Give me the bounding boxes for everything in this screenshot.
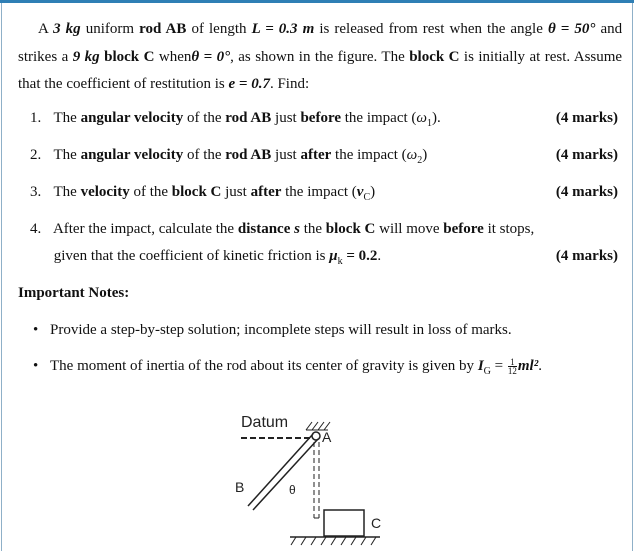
block-c — [324, 510, 364, 536]
question-4: 4. After the impact, calculate the distance s the block C will move before it stops, — [30, 221, 535, 237]
block-mass: 9 kg — [72, 48, 100, 65]
fraction-one-twelfth: $\frac{1}{12}$ — [507, 357, 517, 377]
notes-heading: Important Notes: — [18, 285, 130, 301]
marks-badge: (4 marks) — [555, 184, 618, 200]
note-bullet-1: • Provide a step-by-step solution; incomplete steps will result in loss of marks. — [33, 322, 512, 338]
rod-length: L = 0.3 m — [251, 21, 315, 37]
pin-a — [312, 432, 320, 440]
label-c: C — [371, 515, 382, 531]
question-2: 2. The angular velocity of the rod AB just after the impact $(\omega_2)$ (4 marks) — [30, 147, 618, 166]
rod-ab-edge — [248, 434, 313, 506]
label-theta: θ — [289, 483, 296, 497]
question-4-line2: given that the coefficient of kinetic friction is $\mu_k = 0.2$. (4 marks) — [53, 248, 618, 267]
note-bullet-2: • The moment of inertia of the rod about its center of gravity is given by $I_G$ = $\frac{1}{12}$ ml². — [33, 357, 542, 377]
rod-mass: 3 kg — [53, 21, 81, 37]
problem-statement: A 3 kg uniform rod AB of length L = 0.3 m is released from rest when the angle θ = 50° and strikes a 9 kg block C whenθ = 0°, as shown in the figure. The block C is initially at rest. Assume that the coefficient of restitution is e = 0.7. Find: — [18, 21, 623, 92]
pendulum-figure — [220, 400, 400, 550]
question-3: 3. The velocity of the block C just after the impact $(v_C)$ (4 marks) — [30, 184, 618, 203]
marks-badge: (4 marks) — [555, 248, 618, 264]
marks-badge: (4 marks) — [555, 147, 618, 163]
marks-badge: (4 marks) — [555, 110, 618, 126]
label-b: B — [235, 479, 245, 495]
release-angle: θ = 50° — [547, 21, 596, 37]
datum-label: Datum — [241, 414, 289, 431]
rod-ab-edge — [253, 439, 318, 510]
ground-hatch — [291, 537, 376, 545]
label-a: A — [322, 429, 332, 445]
question-1: 1. The angular velocity of the rod AB just before the impact $(\omega_1)$. (4 marks) — [30, 110, 618, 129]
restitution-coefficient: e = 0.7 — [228, 76, 270, 92]
